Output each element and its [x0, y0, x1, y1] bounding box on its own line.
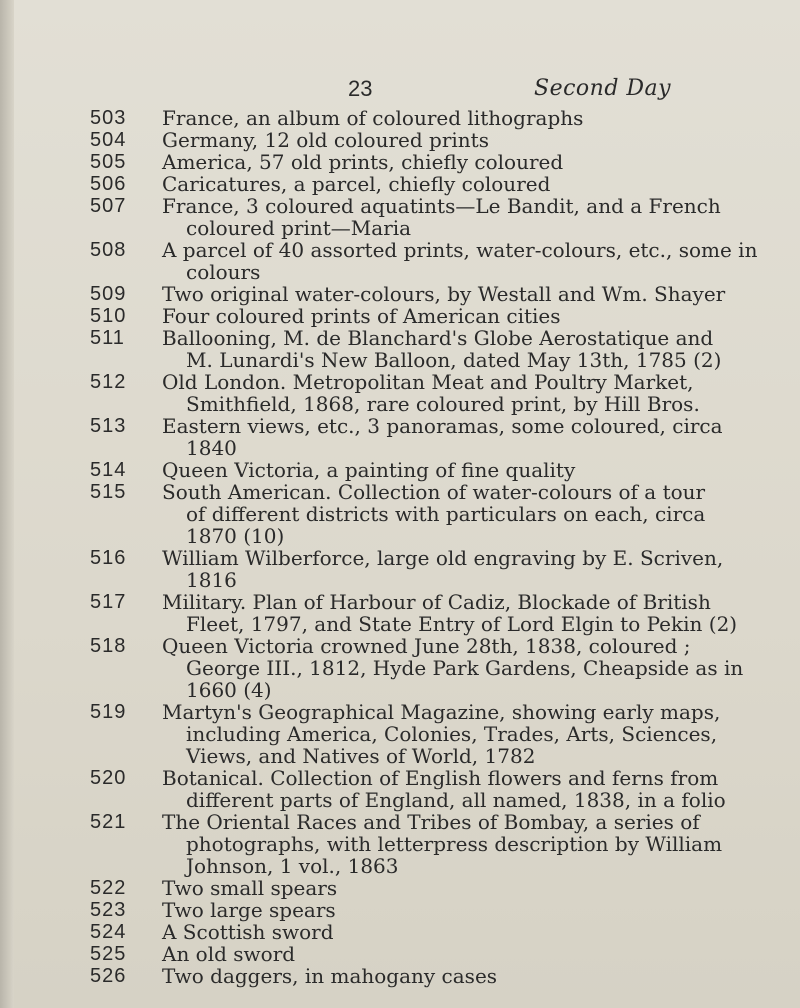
lot-description-line: France, an album of coloured lithographs — [162, 106, 584, 130]
lot-description-line: An old sword — [162, 942, 296, 966]
lot-description-line: Two original water-colours, by Westall and Wm. Shayer — [162, 282, 726, 306]
lot-number: 522 — [90, 877, 127, 899]
lot-description-line: Old London. Metropolitan Meat and Poultry Market, — [162, 370, 694, 394]
lot-number: 516 — [90, 547, 127, 569]
lot-number: 513 — [90, 415, 127, 437]
lot-description-line: colours — [186, 260, 261, 284]
lot-number: 524 — [90, 921, 127, 943]
lot-description-line: Views, and Natives of World, 1782 — [186, 744, 536, 768]
lot-number: 525 — [90, 943, 127, 965]
lot-description-line: Germany, 12 old coloured prints — [162, 128, 489, 152]
lot-description-line: South American. Collection of water-colours of a tour — [162, 480, 706, 504]
lot-description-line: A parcel of 40 assorted prints, water-colours, etc., some in — [162, 238, 758, 262]
lot-description-line: Johnson, 1 vol., 1863 — [186, 854, 399, 878]
lot-number: 503 — [90, 107, 127, 129]
lot-description-line: Queen Victoria, a painting of fine quality — [162, 458, 576, 482]
lot-description-line: including America, Colonies, Trades, Arts, Sciences, — [186, 722, 718, 746]
lot-description-line: Four coloured prints of American cities — [162, 304, 561, 328]
lot-description-line: France, 3 coloured aquatints—Le Bandit, and a French — [162, 194, 721, 218]
lot-description-line: Queen Victoria crowned June 28th, 1838, coloured ; — [162, 634, 691, 658]
lot-description-line: of different districts with particulars on each, circa — [186, 502, 706, 526]
lot-description-line: The Oriental Races and Tribes of Bombay, a series of — [162, 810, 700, 834]
lot-description-line: Martyn's Geographical Magazine, showing early maps, — [162, 700, 721, 724]
lot-description-line: Eastern views, etc., 3 panoramas, some coloured, circa — [162, 414, 723, 438]
page-header — [0, 76, 800, 106]
lot-number: 505 — [90, 151, 127, 173]
lot-number: 519 — [90, 701, 127, 723]
lot-description-line: Caricatures, a parcel, chiefly coloured — [162, 172, 551, 196]
lot-number: 520 — [90, 767, 127, 789]
lot-description-line: 1660 (4) — [186, 678, 272, 702]
page-number: 23 — [348, 76, 373, 101]
lot-description-line: photographs, with letterpress description by William — [186, 832, 723, 856]
lot-description-line: 1870 (10) — [186, 524, 285, 548]
lot-description-line: George III., 1812, Hyde Park Gardens, Cheapside as in — [186, 656, 744, 680]
lot-number: 517 — [90, 591, 127, 613]
lot-description-line: Smithfield, 1868, rare coloured print, by Hill Bros. — [186, 392, 700, 416]
lot-number: 523 — [90, 899, 127, 921]
section-title: Second Day — [534, 76, 672, 101]
lot-description-line: Two daggers, in mahogany cases — [162, 964, 498, 988]
lot-description-line: Botanical. Collection of English flowers and ferns from — [162, 766, 719, 790]
lot-description-line: A Scottish sword — [162, 920, 334, 944]
lot-number: 518 — [90, 635, 127, 657]
lot-description-line: Military. Plan of Harbour of Cadiz, Blockade of British — [162, 590, 711, 614]
lot-number: 510 — [90, 305, 127, 327]
lot-number: 504 — [90, 129, 127, 151]
lot-description-line: coloured print—Maria — [186, 216, 412, 240]
lot-description-line: Fleet, 1797, and State Entry of Lord Elgin to Pekin (2) — [186, 612, 738, 636]
lot-number: 514 — [90, 459, 127, 481]
lot-number: 509 — [90, 283, 127, 305]
lot-number: 526 — [90, 965, 127, 987]
lot-number: 521 — [90, 811, 127, 833]
lot-number: 515 — [90, 481, 127, 503]
lot-number: 506 — [90, 173, 127, 195]
lot-description-line: different parts of England, all named, 1838, in a folio — [186, 788, 726, 812]
lot-description-line: Two large spears — [162, 898, 336, 922]
page-shadow — [0, 0, 14, 1008]
lot-description-line: 1816 — [186, 568, 237, 592]
lot-number: 507 — [90, 195, 127, 217]
lot-number: 511 — [90, 327, 125, 349]
lot-number: 508 — [90, 239, 127, 261]
lot-number: 512 — [90, 371, 127, 393]
lot-description-line: 1840 — [186, 436, 237, 460]
lot-description-line: M. Lunardi's New Balloon, dated May 13th, 1785 (2) — [186, 348, 722, 372]
lot-description-line: America, 57 old prints, chiefly coloured — [162, 150, 564, 174]
lot-description-line: Two small spears — [162, 876, 338, 900]
lot-description-line: William Wilberforce, large old engraving by E. Scriven, — [162, 546, 724, 570]
lot-description-line: Ballooning, M. de Blanchard's Globe Aerostatique and — [162, 326, 714, 350]
